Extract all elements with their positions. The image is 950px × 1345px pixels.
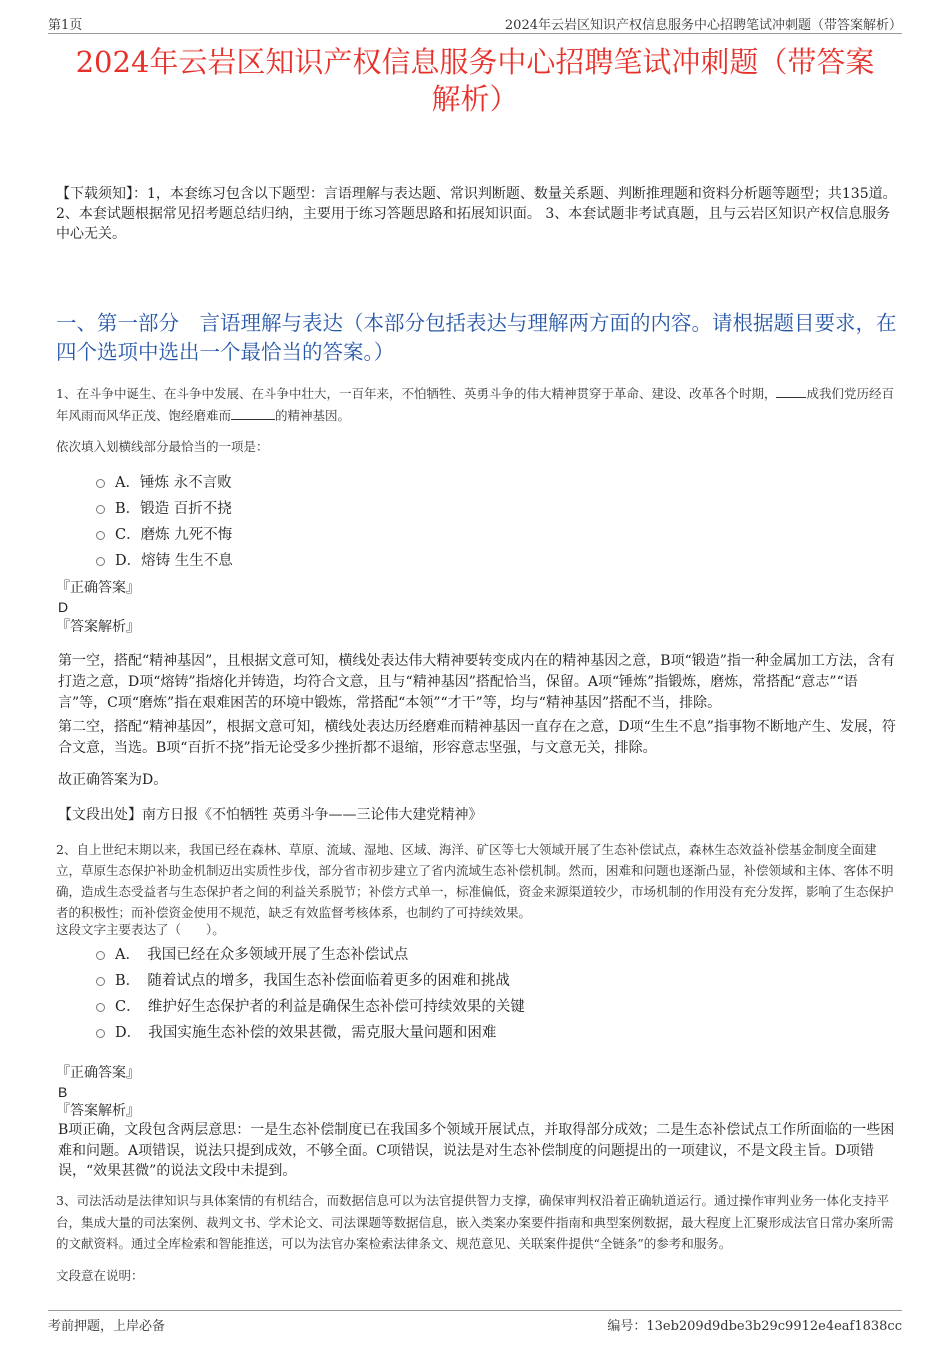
q1-options — [96, 468, 233, 572]
header-page-number: 第1页 — [48, 18, 83, 33]
q1-stem-part-b: 成我们党历经百年风雨而风华正茂、饱经磨难而 — [56, 386, 894, 423]
radio-icon[interactable] — [96, 531, 105, 540]
page-title — [48, 44, 902, 118]
q2-options — [96, 940, 525, 1044]
radio-icon[interactable] — [96, 951, 105, 960]
radio-icon[interactable] — [96, 977, 105, 986]
q1-blank-1 — [776, 385, 806, 398]
q1-stem — [56, 383, 900, 427]
q1-option-b-label: B．锻造 百折不挠 — [115, 500, 232, 517]
q1-source: 【文段出处】南方日报《不怕牺牲 英勇斗争——三论伟大建党精神》 — [58, 807, 483, 823]
q2-answer-label: 『正确答案』 — [56, 1065, 140, 1081]
q1-stem-part-c: 的精神基因。 — [275, 408, 351, 423]
q2-option-c[interactable] — [96, 992, 525, 1018]
q3-stem: 3、司法活动是法律知识与具体案情的有机结合，而数据信息可以为法官提供智力支撑，确保审判权沿着正确轨道运行。通过操作审判业务一体化支持平台，集成大量的司法案例、裁判文书、学术论文、司法课题等数据信息，嵌入类案办案要件指南和典型案例数据，最大程度上汇聚形成法官日常办案所需的文献资料。通过全库检索和智能推送，可以为法官办案检索法律条文、规范意见、关联案件提供“全链条”的参考和服务。 — [56, 1193, 894, 1251]
radio-icon[interactable] — [96, 1003, 105, 1012]
footer-divider — [48, 1310, 902, 1311]
radio-icon[interactable] — [96, 479, 105, 488]
header-divider — [48, 33, 902, 34]
q2-analysis-label: 『答案解析』 — [56, 1103, 140, 1119]
footer-doc-id: 编号：13eb209d9dbe3b29c9912e4eaf1838cc — [607, 1319, 902, 1334]
q2-option-c-label: C． 维护好生态保护者的利益是确保生态补偿可持续效果的关键 — [115, 998, 525, 1015]
q1-option-d-label: D．熔铸 生生不息 — [115, 552, 233, 569]
q2-question: 这段文字主要表达了（ ）。 — [56, 922, 225, 937]
q1-answer: D — [58, 599, 69, 615]
q1-analysis-label: 『答案解析』 — [56, 619, 140, 635]
q1-instruction: 依次填入划横线部分最恰当的一项是： — [56, 439, 269, 454]
q2-answer: B — [58, 1084, 68, 1100]
q1-option-a-label: A．锤炼 永不言败 — [115, 474, 232, 491]
header-doc-title: 2024年云岩区知识产权信息服务中心招聘笔试冲刺题（带答案解析） — [504, 18, 902, 33]
q1-answer-label: 『正确答案』 — [56, 580, 140, 596]
radio-icon[interactable] — [96, 557, 105, 566]
q1-analysis-1: 第一空，搭配“精神基因”，且根据文意可知，横线处表达伟大精神要转变成内在的精神基因之意，B项“锻造”指一种金属加工方法，含有打造之意，D项“熔铸”指熔化并铸造，均符合文意，且与“精神基因”搭配恰当，保留。A项“锤炼”指锻炼，磨炼，常搭配“意志”“语言”等，C项“磨炼”指在艰难困苦的环境中锻炼，常搭配“本领”“才干”等，均与“精神基因”搭配不当，排除。 — [58, 653, 895, 711]
q2-option-d-label: D． 我国实施生态补偿的效果甚微，需克服大量问题和困难 — [115, 1024, 497, 1041]
q2-option-d[interactable] — [96, 1018, 525, 1044]
q1-option-c[interactable] — [96, 520, 233, 546]
q1-conclusion: 故正确答案为D。 — [58, 772, 168, 788]
q2-stem: 2、自上世纪末期以来，我国已经在森林、草原、流域、湿地、区域、海洋、矿区等七大领域开展了生态补偿试点，森林生态效益补偿基金制度全面建立，草原生态保护补助金机制迈出实质性步伐，部分省市初步建立了省内流域生态补偿机制。然而，困难和问题也逐渐凸显，补偿领域和主体、客体不明确，造成生态受益者与生态保护者之间的利益关系脱节；补偿方式单一，标准偏低，资金来源渠道较少，市场机制的作用没有充分发挥，影响了生态保护者的积极性；而补偿资金使用不规范，缺乏有效监督考核体系，也制约了可持续效果。 — [56, 842, 894, 920]
section-title: 一、第一部分 言语理解与表达（本部分包括表达与理解两方面的内容。请根据题目要求，在四个选项中选出一个最恰当的答案。） — [56, 311, 897, 364]
q1-option-a[interactable] — [96, 468, 233, 494]
q1-analysis-2: 第二空，搭配“精神基因”，根据文意可知，横线处表达历经磨难而精神基因一直存在之意，D项“生生不息”指事物不断地产生、发展，符合文意，当选。B项“百折不挠”指无论受多少挫折都不退缩，形容意志坚强，与文意无关，排除。 — [58, 719, 896, 756]
q3-question: 文段意在说明： — [56, 1268, 144, 1283]
q1-stem-part-a: 1、在斗争中诞生、在斗争中发展、在斗争中壮大，一百年来，不怕牺牲、英勇斗争的伟大精神贯穿于革命、建设、改革各个时期， — [56, 386, 777, 401]
q1-option-d[interactable] — [96, 546, 233, 572]
download-notice: 【下载须知】：1，本套练习包含以下题型：言语理解与表达题、常识判断题、数量关系题、判断推理题和资料分析题等题型；共135道。 2、本套试题根据常见招考题总结归纳，主要用于练习答题思路和拓展知识面。 3、本套试题非考试真题，且与云岩区知识产权信息服务中心无关。 — [56, 186, 897, 242]
q2-option-b[interactable] — [96, 966, 525, 992]
q2-option-a-label: A． 我国已经在众多领域开展了生态补偿试点 — [115, 946, 409, 963]
q1-option-c-label: C．磨炼 九死不悔 — [115, 526, 233, 543]
radio-icon[interactable] — [96, 505, 105, 514]
footer-slogan: 考前押题，上岸必备 — [48, 1319, 166, 1334]
q2-option-a[interactable] — [96, 940, 525, 966]
page-title-line2: 解析） — [431, 82, 519, 116]
radio-icon[interactable] — [96, 1029, 105, 1038]
q2-analysis: B项正确，文段包含两层意思：一是生态补偿制度已在我国多个领域开展试点，并取得部分成效；二是生态补偿试点工作所面临的一些困难和问题。A项错误，说法只提到成效，不够全面。C项错误，说法是对生态补偿制度的问题提出的一项建议，不是文段主旨。D项错误，“效果甚微”的说法文段中未提到。 — [58, 1122, 895, 1179]
q2-option-b-label: B． 随着试点的增多，我国生态补偿面临着更多的困难和挑战 — [115, 972, 510, 989]
q1-blank-2 — [231, 407, 275, 420]
q1-option-b[interactable] — [96, 494, 233, 520]
page-title-line1: 2024年云岩区知识产权信息服务中心招聘笔试冲刺题（带答案 — [75, 45, 875, 79]
